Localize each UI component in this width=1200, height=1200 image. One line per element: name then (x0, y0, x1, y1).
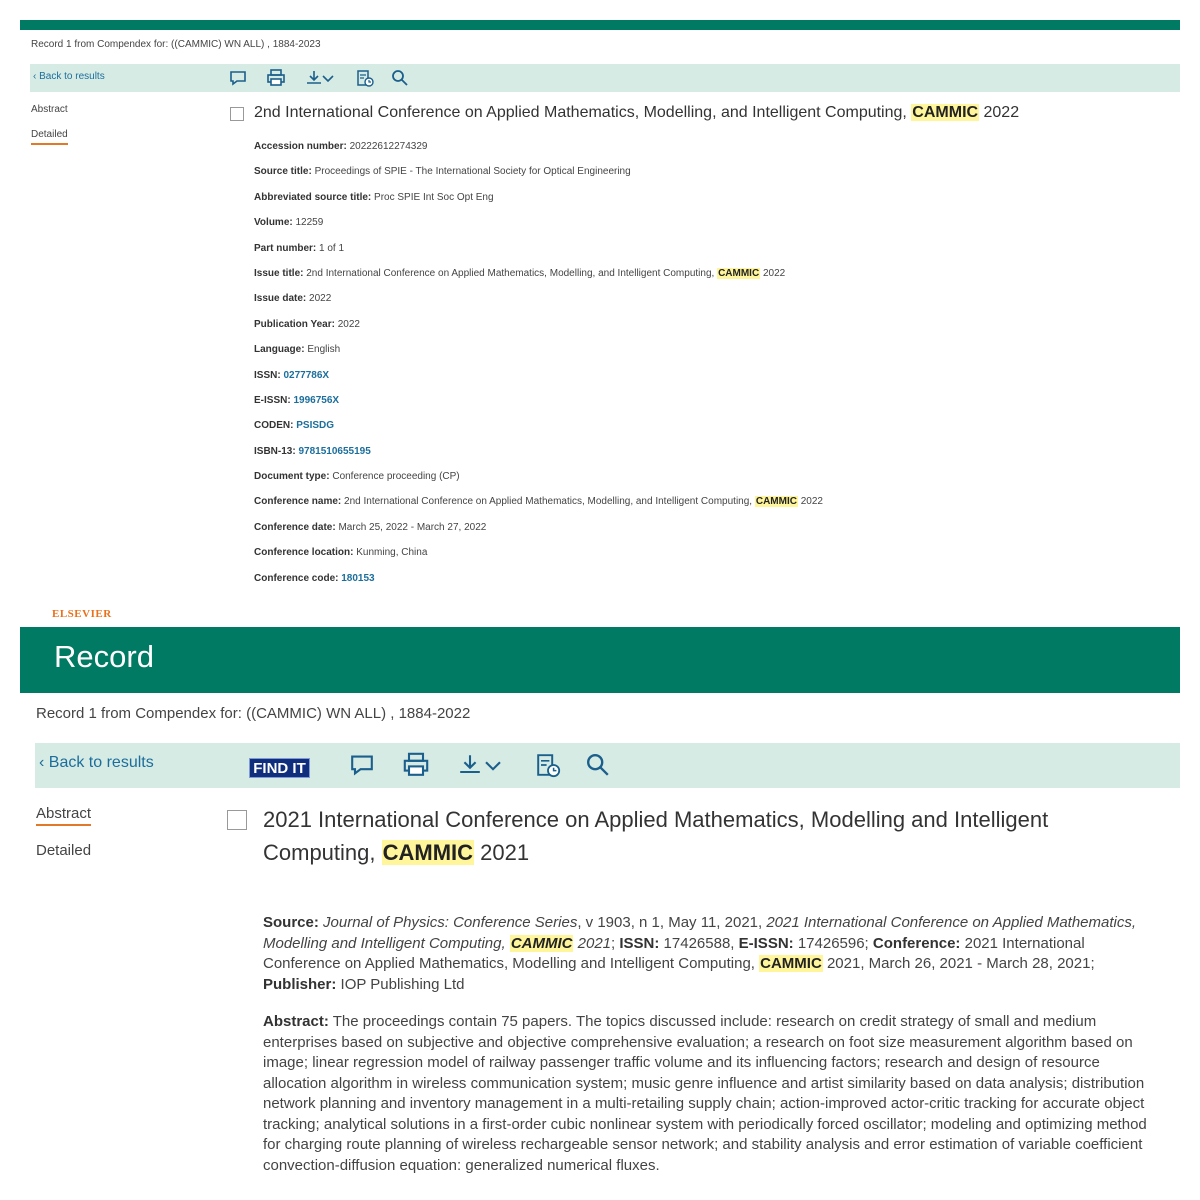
bottom-back-to-results-link[interactable] (39, 754, 154, 772)
search-icon[interactable] (584, 751, 612, 779)
back-label: Back to results (39, 71, 105, 82)
page-title: Record (54, 639, 154, 674)
bottom-nav-detailed[interactable]: Detailed (36, 842, 92, 859)
top-select-checkbox[interactable] (230, 107, 244, 121)
history-icon[interactable] (534, 751, 562, 779)
field-conference-location: Conference location: Kunming, China (254, 547, 428, 559)
title-year: 2021 (474, 840, 530, 865)
abstract-text: Abstract: The proceedings contain 75 papers. The topics discussed include: research on credit strategy of small and medium enterprises based on subjective and objective comprehensive evaluation; a research on foot size measurement algorithm based on image; linear regression model of railway passenger traffic volume and its influencing factors; research and design of resource allocation algorithm in wireless communication system; music genre influence and artist similarity based on data analysis; distribution network planning and inventory management in a multi-retailing supply chain; action-improved actor-critic tracking for accurate object tracking; analytical solutions in a first-order cubic nonlinear system with periodically forced oscillator; modeling and optimizing method for charging route planning of wireless rechargeable sensor network; and stability analysis and error estimation of variable coefficient convection-diffusion equation: generalized numerical fluxes. (263, 1013, 1147, 1174)
find-it-button[interactable]: FIND IT (249, 758, 310, 778)
field-source-title: Source title: Proceedings of SPIE - The International Society for Optical Engineering (254, 166, 631, 178)
field-coden: CODEN: PSISDG (254, 420, 335, 432)
bottom-record-line: Record 1 from Compendex for: ((CAMMIC) WN ALL) , 1884-2022 (36, 705, 471, 722)
top-header-stripe (20, 20, 1180, 30)
eissn-link[interactable]: 1996756X (293, 394, 340, 406)
top-nav-abstract[interactable]: Abstract (31, 104, 68, 115)
chevron-left-icon: ‹ (39, 754, 49, 771)
bottom-select-checkbox[interactable] (227, 810, 247, 830)
chevron-left-icon: ‹ (33, 71, 40, 82)
print-icon[interactable] (266, 68, 286, 88)
field-isbn13: ISBN-13: 9781510655195 (254, 445, 371, 457)
top-nav-detailed[interactable]: Detailed (31, 129, 68, 145)
top-record-title (254, 104, 1019, 122)
field-abbreviated-source-title: Abbreviated source title: Proc SPIE Int Soc Opt Eng (254, 191, 494, 203)
field-issue-title: Issue title: 2nd International Conference on Applied Mathematics, Modelling, and Intelligent Computing, CAMMIC 2022 (254, 267, 786, 279)
title-text: 2021 International Conference on Applied Mathematics, Modelling and Intelligent Computing, (263, 807, 1049, 865)
chevron-down-icon[interactable] (482, 751, 504, 779)
field-issue-date: Issue date: 2022 (254, 293, 332, 305)
field-conference-date: Conference date: March 25, 2022 - March 27, 2022 (254, 521, 487, 533)
field-issn: ISSN: 0277786X (254, 369, 330, 381)
field-publication-year: Publication Year: 2022 (254, 318, 360, 330)
bottom-nav-abstract[interactable]: Abstract (36, 805, 91, 826)
field-volume: Volume: 12259 (254, 217, 324, 229)
conference-code-link[interactable]: 180153 (341, 572, 375, 584)
field-document-type: Document type: Conference proceeding (CP) (254, 471, 460, 483)
field-conference-name: Conference name: 2nd International Conference on Applied Mathematics, Modelling, and Intelligent Computing, CAMMIC 2022 (254, 496, 823, 508)
source-citation: Source: Journal of Physics: Conference Series, v 1903, n 1, May 11, 2021, 2021 International Conference on Applied Mathematics, Modelling and Intelligent Computing, CAMMIC 2021; ISSN: 17426588, E-ISSN: 17426596; Conference: 2021 International Conference on Applied Mathematics, Modelling and Intelligent Computing, CAMMIC 2021, March 26, 2021 - March 28, 2021; Publisher: IOP Publishing Ltd (263, 914, 1137, 993)
title-year: 2022 (979, 104, 1020, 121)
field-conference-code: Conference code: 180153 (254, 572, 375, 584)
field-part-number: Part number: 1 of 1 (254, 242, 345, 254)
issn-link[interactable]: 0277786X (283, 369, 330, 381)
top-back-to-results-link[interactable] (33, 71, 105, 82)
isbn13-link[interactable]: 9781510655195 (298, 445, 371, 457)
chevron-down-icon[interactable] (321, 68, 335, 88)
search-icon[interactable] (390, 68, 410, 88)
download-icon[interactable] (456, 751, 484, 779)
title-highlight: CAMMIC (912, 104, 979, 121)
title-highlight: CAMMIC (382, 840, 474, 865)
bottom-toolbar (35, 743, 1180, 788)
comment-icon[interactable] (348, 751, 376, 779)
print-icon[interactable] (402, 751, 430, 779)
record-header-bar (20, 627, 1180, 693)
coden-link[interactable]: PSISDG (296, 420, 335, 432)
field-language: Language: English (254, 344, 341, 356)
top-record-line: Record 1 from Compendex for: ((CAMMIC) WN ALL) , 1884-2023 (31, 39, 321, 50)
field-accession-number: Accession number: 20222612274329 (254, 141, 428, 152)
detailed-fields-list (254, 141, 1154, 598)
elsevier-logo: ELSEVIER (52, 608, 112, 620)
field-eissn: E-ISSN: 1996756X (254, 394, 340, 406)
history-icon[interactable] (355, 68, 375, 88)
comment-icon[interactable] (228, 68, 248, 88)
title-text: 2nd International Conference on Applied Mathematics, Modelling, and Intelligent Computing, (254, 104, 912, 121)
bottom-record-title (263, 803, 1143, 869)
top-toolbar (30, 64, 1180, 92)
back-label: Back to results (48, 754, 154, 771)
